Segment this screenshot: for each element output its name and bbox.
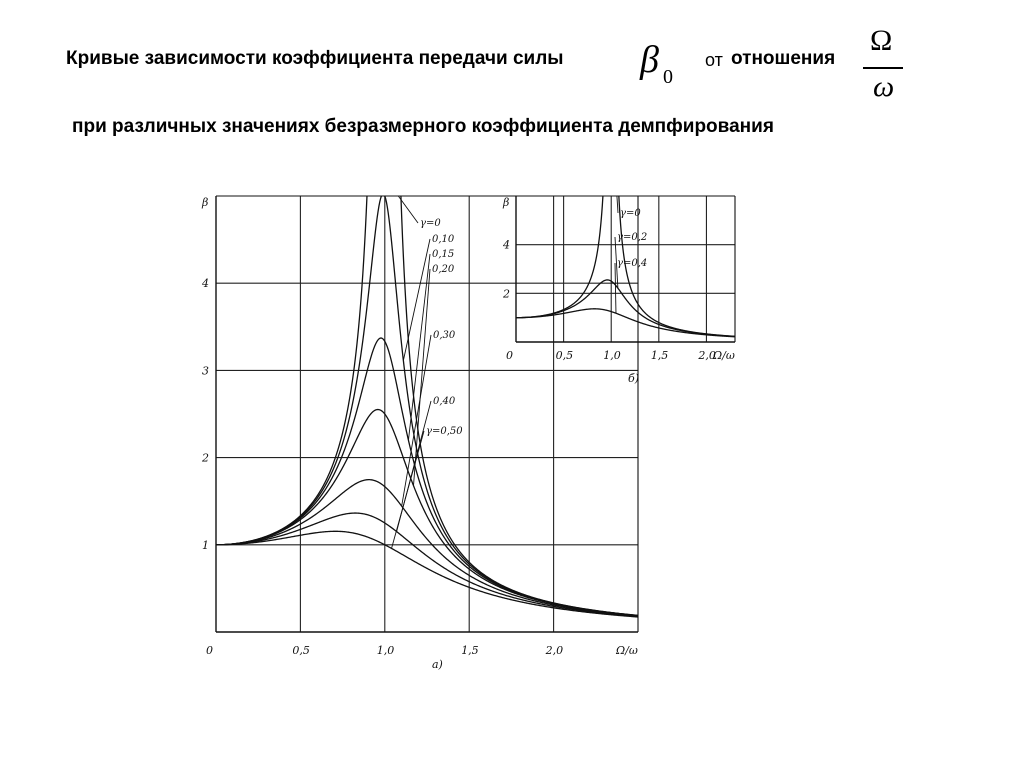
y-axis-label: β	[503, 196, 510, 209]
y-tick-label: 3	[202, 364, 209, 378]
fraction-denominator: ω	[873, 70, 895, 103]
panel-b-chart	[502, 123, 735, 385]
fraction-numerator: Ω	[870, 24, 893, 57]
panel-a-chart	[201, 0, 638, 671]
series-line	[516, 123, 735, 336]
x-tick-label: 1,5	[650, 349, 669, 362]
x-axis-label: Ω/ω	[713, 349, 735, 362]
series-line	[216, 194, 638, 616]
series-leader-line	[392, 431, 424, 548]
y-tick-label: 1	[202, 538, 209, 552]
series-leader-line	[402, 335, 431, 506]
series-line	[216, 410, 638, 616]
series-label: 0,10	[432, 234, 455, 245]
series-line	[516, 309, 735, 337]
x-axis-label: Ω/ω	[616, 644, 638, 657]
ratio-word: отношения	[731, 48, 836, 69]
series-label: γ=0,4	[617, 258, 648, 269]
series-line	[216, 531, 638, 617]
title-line-1: Кривые зависимости коэффициента передачи силы	[66, 48, 564, 69]
x-tick-label: 0	[206, 644, 213, 657]
panel-label: а)	[432, 658, 443, 671]
beta-subscript: 0	[663, 66, 673, 88]
series-line	[516, 280, 735, 337]
x-tick-label: 1,0	[603, 349, 621, 362]
series-label: γ=0,50	[426, 426, 463, 437]
series-line	[216, 480, 638, 616]
panel-label: б)	[628, 372, 640, 385]
y-tick-label: 4	[202, 277, 209, 291]
y-axis-label: β	[202, 196, 209, 209]
series-label: 0,15	[432, 249, 455, 260]
series-leader-line	[615, 263, 616, 313]
series-label: 0,40	[433, 396, 456, 407]
x-tick-label: 2,0	[545, 644, 564, 657]
x-tick-label: 1,0	[376, 644, 395, 657]
series-label: 0,30	[433, 330, 456, 341]
y-tick-label: 4	[503, 238, 510, 252]
y-tick-label: 2	[503, 287, 510, 301]
x-tick-label: 0,5	[555, 349, 574, 362]
series-label: 0,20	[432, 264, 455, 275]
from-word: от	[705, 50, 723, 70]
series-label: γ=0	[420, 218, 441, 229]
series-leader-line	[617, 196, 618, 213]
beta-symbol: β	[640, 39, 659, 81]
series-label: γ=0,2	[617, 232, 648, 243]
series-line	[216, 513, 638, 616]
x-tick-label: 0,5	[292, 644, 310, 657]
series-label: γ=0	[620, 208, 641, 219]
x-tick-label: 0	[506, 349, 513, 362]
series-leader-line	[403, 239, 430, 360]
x-tick-label: 2,0	[698, 349, 716, 362]
x-tick-label: 1,5	[461, 644, 479, 657]
title-line-2: при различных значениях безразмерного коэффициента демпфирования	[72, 116, 774, 137]
y-tick-label: 2	[202, 451, 209, 465]
